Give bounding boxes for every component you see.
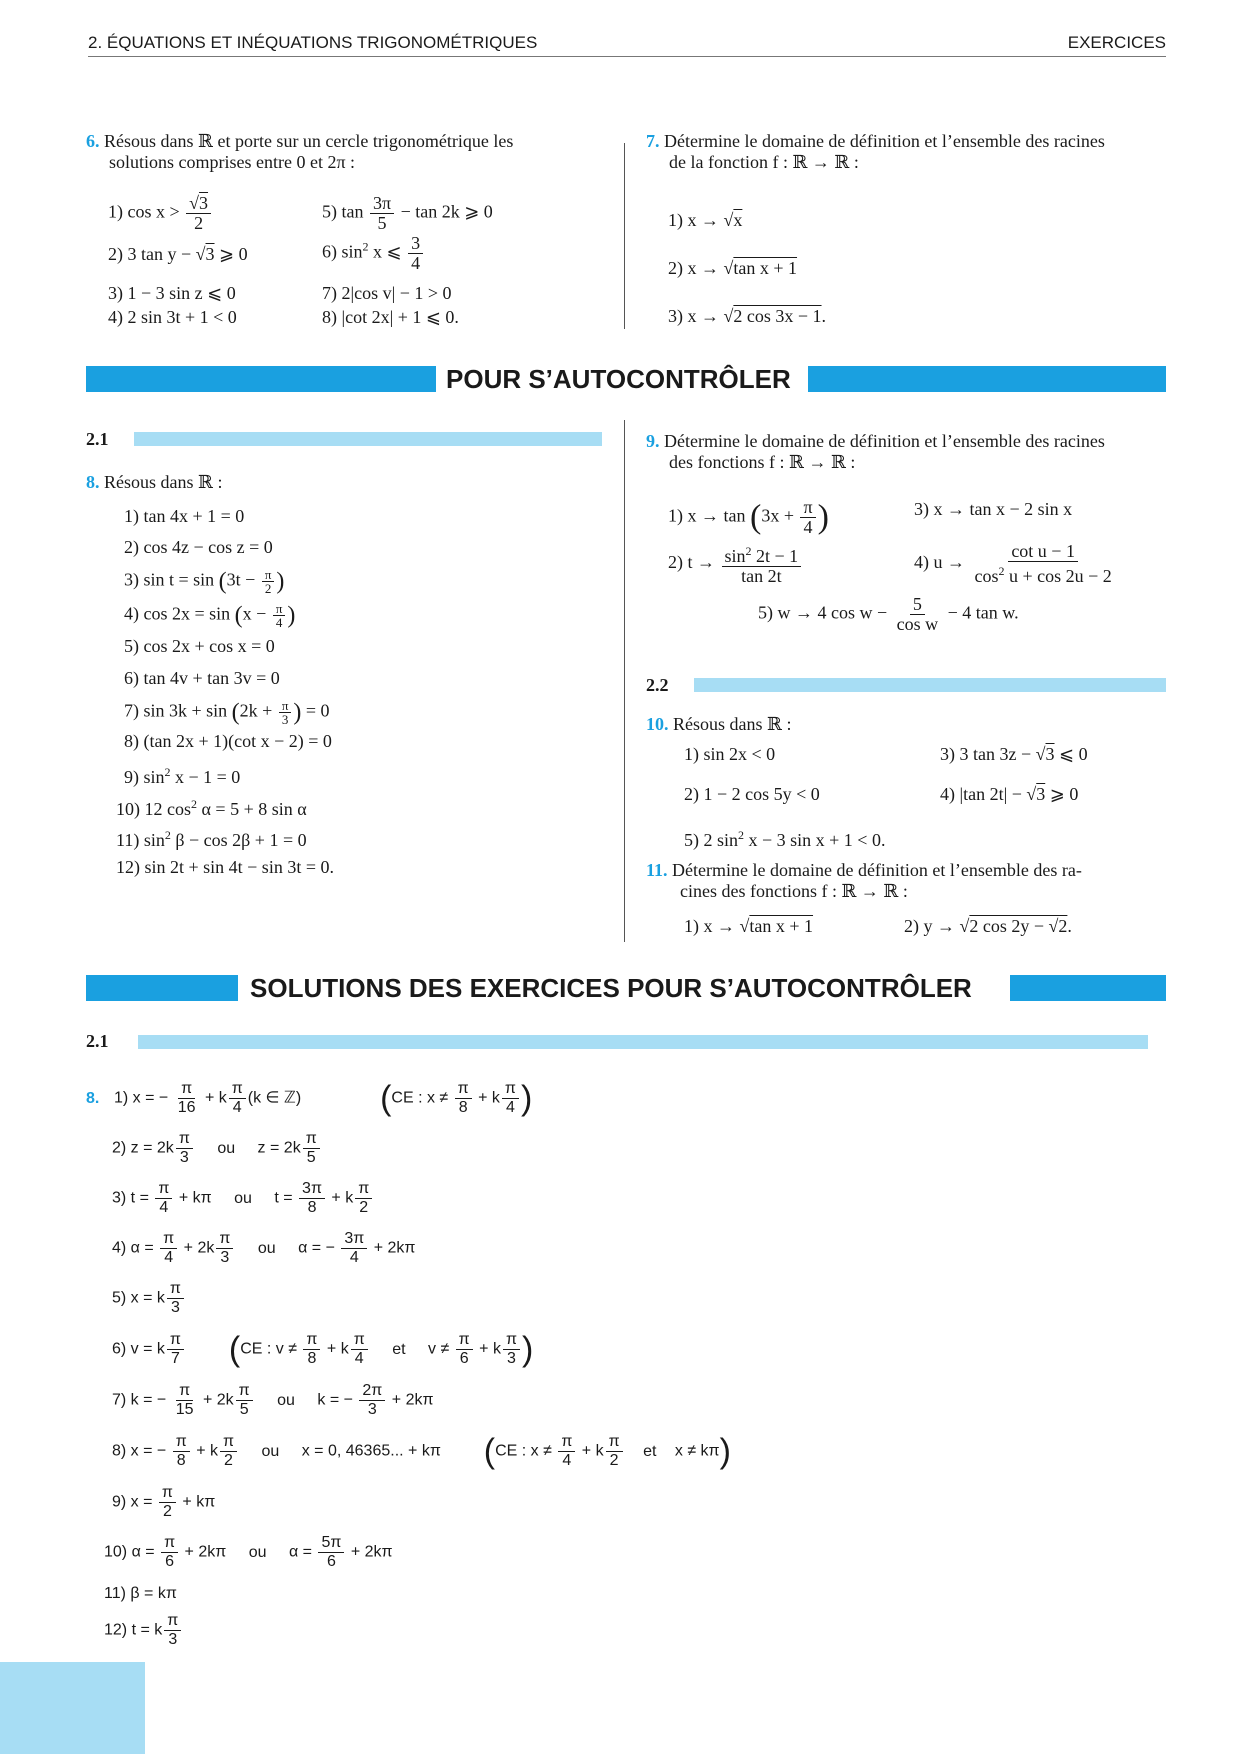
- exercise-6-item-6: 6) $\sin^2 x$ ⩽ $\frac{3}{4}$: [322, 234, 425, 273]
- column-divider-mid: [624, 420, 625, 942]
- exercise-8-item-2: 2) cos 4z − cos z = 0: [124, 537, 273, 557]
- solution-8-1: 1) x = − $\frac{\pi}{16}$ + k $\frac{\pi}{4}$ (k ∈ ℤ) (CE : x ≠ $\frac{\pi}{8}$ + k $\frac{\pi}{4}$ ): [114, 1079, 533, 1118]
- exercise-8-item-3: 3) sin t = sin (3t − $\frac{\pi}{2}$ ): [124, 567, 285, 596]
- exercise-6-statement: [86, 131, 513, 173]
- subsection-bar: [134, 432, 602, 446]
- exercise-8-item-11: 11) $\sin^2 \beta - \cos 2\beta + 1 = 0$: [116, 828, 307, 850]
- solution-8-4: 4) α = $\frac{\pi}{4}$ + 2k $\frac{\pi}{3}$ ou α = − $\frac{3\pi}{4}$ + 2kπ: [112, 1230, 416, 1266]
- exercise-6-item-3: 3) 1 − 3 sin z ⩽ 0: [108, 283, 236, 303]
- banner-bar-left: [86, 975, 238, 1001]
- exercise-7-item-2: 2) x → √tan x + 1: [668, 258, 798, 278]
- exercise-10-item-5: 5) 2 $\sin^2 x - 3$ sin x + 1 < 0.: [684, 828, 886, 850]
- solution-8-11: 11) β = kπ: [104, 1585, 177, 1602]
- header-rule: [88, 56, 1166, 57]
- exercise-6-item-4: 4) 2 sin 3t + 1 < 0: [108, 307, 237, 327]
- exercise-10-item-1: 1) sin 2x < 0: [684, 744, 776, 764]
- exercise-9-line2: des fonctions f : ℝ → ℝ :: [669, 452, 856, 472]
- subsection-label-2-1-solutions: 2.1: [86, 1031, 109, 1051]
- exercise-8-item-10: 10) 12 $\cos^2 \alpha = 5 + 8$ sin α: [116, 797, 307, 819]
- solution-8-2: 2) z = 2k $\frac{\pi}{3}$ ou z = 2k $\frac{\pi}{5}$: [112, 1130, 322, 1167]
- running-header-section: EXERCICES: [1067, 33, 1166, 52]
- exercise-6-item-8: 8) |cot 2x| + 1 ⩽ 0.: [322, 307, 459, 327]
- section-title-autocontrole: POUR S’AUTOCONTRÔLER: [446, 364, 791, 394]
- solution-8-6: 6) v = k $\frac{\pi}{7}$ (CE : v ≠ $\frac{\pi}{8}$ + k $\frac{\pi}{4}$ et v ≠ $\frac{\pi}{6}$ + k $\frac{\pi}{3}$ ): [112, 1330, 534, 1369]
- exercise-11-item-1: 1) x → √tan x + 1: [684, 916, 814, 936]
- exercise-number: 10.: [646, 714, 669, 734]
- exercise-9-item-5: 5) w → 4 cos w − $\frac{5}{\text{cos w}}$ − 4 tan w.: [758, 594, 1019, 634]
- exercise-6-item-5: 5) tan $\frac{3\pi}{5}$ − tan 2k ⩾ 0: [322, 193, 493, 233]
- banner-bar-right: [808, 366, 1166, 392]
- banner-bar-left: [86, 366, 436, 392]
- solution-8-5: 5) x = k $\frac{\pi}{3}$: [112, 1280, 186, 1317]
- running-header-chapter: 2. ÉQUATIONS ET INÉQUATIONS TRIGONOMÉTRIQUES: [88, 33, 538, 52]
- solution-8-8: 8) x = − $\frac{\pi}{8}$ + k $\frac{\pi}{2}$ ou x = 0, 46365... + kπ (CE : x ≠ $\frac{\pi}{4}$ + k $\frac{\pi}{2}$ et x ≠ kπ): [112, 1432, 731, 1471]
- exercise-9-line1: Détermine le domaine de définition et l’ensemble des racines: [664, 431, 1105, 451]
- exercise-10-intro: Résous dans ℝ :: [673, 714, 792, 734]
- exercise-number: 11.: [646, 860, 668, 880]
- exercise-11-item-2: 2) y → √2 cos 2y − √2.: [904, 916, 1072, 936]
- exercise-6-line2: solutions comprises entre 0 et 2π :: [109, 152, 356, 172]
- solution-8-7: 7) k = − $\frac{\pi}{15}$ + 2k $\frac{\pi}{5}$ ou k = − $\frac{2\pi}{3}$ + 2kπ: [112, 1382, 434, 1418]
- exercise-11-statement: [646, 860, 1082, 902]
- exercise-6-line1: Résous dans ℝ et porte sur un cercle trigonométrique les: [104, 131, 514, 151]
- solution-exercise-number: 8.: [86, 1090, 100, 1107]
- exercise-11-line2: cines des fonctions f : ℝ → ℝ :: [680, 881, 908, 901]
- solution-8-10: 10) α = $\frac{\pi}{6}$ + 2kπ ou α = $\frac{5\pi}{6}$ + 2kπ: [104, 1534, 393, 1570]
- exercise-10-item-2: 2) 1 − 2 cos 5y < 0: [684, 784, 820, 804]
- column-divider-top: [624, 143, 625, 329]
- exercise-10-statement: [646, 714, 791, 735]
- exercise-7-line2: de la fonction f : ℝ → ℝ :: [669, 152, 859, 172]
- exercise-7-statement: [646, 131, 1105, 173]
- exercise-10-item-4: 4) |tan 2t| − √3 ⩾ 0: [940, 784, 1079, 804]
- exercise-number: 6.: [86, 131, 100, 151]
- page-corner-decoration: [0, 1662, 145, 1754]
- exercise-9-item-2: 2) t → $\frac{\sin^2 2t - 1}{\tan 2t}$: [668, 542, 803, 586]
- exercise-7-line1: Détermine le domaine de définition et l’ensemble des racines: [664, 131, 1105, 151]
- exercise-10-item-3: 3) 3 tan 3z − √3 ⩽ 0: [940, 744, 1088, 764]
- subsection-label-2-2: 2.2: [646, 675, 669, 695]
- exercise-8-item-4: 4) cos 2x = sin (x − $\frac{\pi}{4}$ ): [124, 601, 296, 630]
- subsection-bar: [694, 678, 1166, 692]
- subsection-bar: [138, 1035, 1148, 1049]
- exercise-9-item-1: 1) x → tan (3x + $\frac{\pi}{4}$ ): [668, 497, 829, 537]
- subsection-label-2-1: 2.1: [86, 429, 109, 449]
- exercise-8-item-9: 9) $\sin^2 x - 1 = 0$: [124, 765, 241, 787]
- exercise-9-item-4: 4) u → $\frac{\text{cot u − 1}}{\cos^2 u + \cos 2u - 2}$: [914, 541, 1112, 586]
- exercise-8-item-6: 6) tan 4v + tan 3v = 0: [124, 668, 280, 688]
- exercise-9-item-3: 3) x → tan x − 2 sin x: [914, 499, 1073, 519]
- exercise-8-statement: [86, 472, 222, 493]
- exercise-7-item-1: 1) x → √x: [668, 210, 743, 230]
- solution-8-3: 3) t = $\frac{\pi}{4}$ + kπ ou t = $\frac{3\pi}{8}$ + k $\frac{\pi}{2}$: [112, 1180, 374, 1217]
- exercise-8-item-1: 1) tan 4x + 1 = 0: [124, 506, 245, 526]
- exercise-number: 8.: [86, 472, 100, 492]
- exercise-8-intro: Résous dans ℝ :: [104, 472, 223, 492]
- exercise-8-item-7: 7) sin 3k + sin (2k + $\frac{\pi}{3}$ ) = 0: [124, 698, 330, 727]
- exercise-8-item-8: 8) (tan 2x + 1)(cot x − 2) = 0: [124, 731, 332, 751]
- section-title-solutions: SOLUTIONS DES EXERCICES POUR S’AUTOCONTRÔLER: [250, 973, 972, 1003]
- exercise-7-item-3: 3) x → √2 cos 3x − 1.: [668, 306, 827, 326]
- exercise-9-statement: [646, 431, 1105, 473]
- exercise-6-item-1: 1) cos x > $\frac{√3}{2}$: [108, 194, 213, 233]
- exercise-number: 7.: [646, 131, 660, 151]
- banner-bar-right: [1010, 975, 1166, 1001]
- exercise-number: 9.: [646, 431, 660, 451]
- exercise-8-item-5: 5) cos 2x + cos x = 0: [124, 636, 275, 656]
- exercise-6-item-7: 7) 2|cos v| − 1 > 0: [322, 283, 452, 303]
- solution-8-12: 12) t = k $\frac{\pi}{3}$: [104, 1612, 183, 1649]
- exercise-8-item-12: 12) sin 2t + sin 4t − sin 3t = 0.: [116, 857, 334, 877]
- exercise-6-item-2: 2) 3 tan y − √3 ⩾ 0: [108, 244, 248, 264]
- exercise-11-line1: Détermine le domaine de définition et l’ensemble des ra-: [672, 860, 1082, 880]
- solution-8-9: 9) x = $\frac{\pi}{2}$ + kπ: [112, 1484, 216, 1520]
